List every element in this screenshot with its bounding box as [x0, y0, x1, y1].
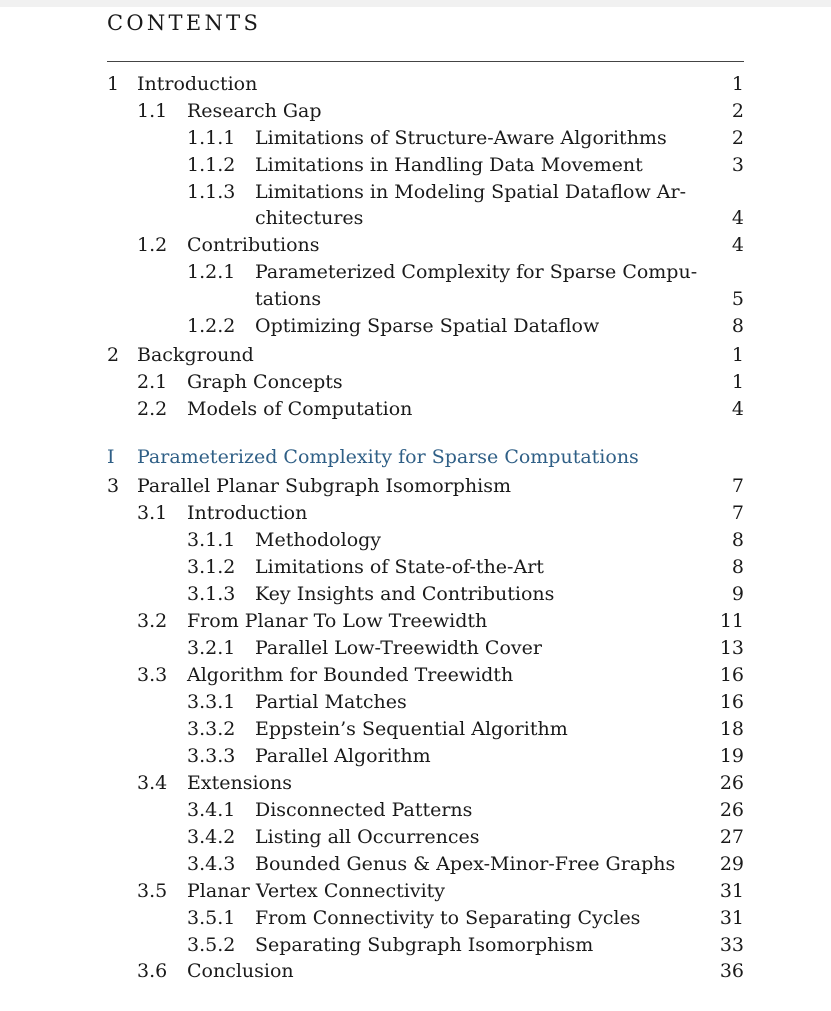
toc-entry-title: From Planar To Low Treewidth: [187, 610, 488, 632]
toc-entry[interactable]: [0, 125, 831, 152]
toc-entry[interactable]: [0, 878, 831, 905]
toc-entry-number: 3.3.2: [187, 718, 236, 740]
toc-entry-title: Parallel Low-Treewidth Cover: [255, 637, 542, 659]
toc-entry[interactable]: [0, 635, 831, 662]
toc-entry-title: Planar Vertex Connectivity: [187, 880, 446, 902]
page-title: CONTENTS: [107, 11, 262, 35]
toc-entry-page: 26: [719, 799, 744, 821]
toc-entry-page: 16: [719, 664, 744, 686]
toc-entry-number: 3.3.3: [187, 745, 236, 767]
toc-entry-number: 1.1.3: [187, 181, 236, 203]
toc-entry[interactable]: [0, 313, 831, 340]
toc-entry-title: Graph Concepts: [187, 371, 343, 393]
toc-entry-title: Parallel Algorithm: [255, 745, 431, 767]
toc-entry[interactable]: [0, 716, 831, 743]
toc-entry-page: 31: [719, 880, 744, 902]
toc-entry-page: 8: [731, 315, 744, 337]
toc-entry-page: 13: [719, 637, 744, 659]
toc-entry-number: 3.4.1: [187, 799, 236, 821]
toc-entry-title: Bounded Genus & Apex-Minor-Free Graphs: [255, 853, 676, 875]
toc-entry[interactable]: [0, 71, 831, 98]
toc-entry[interactable]: [0, 905, 831, 932]
toc-entry-page: 1: [731, 344, 744, 366]
toc-entry[interactable]: [0, 396, 831, 423]
toc-entry-title: Limitations of Structure-Aware Algorithms: [255, 127, 667, 149]
toc-entry-title: Extensions: [187, 772, 292, 794]
toc-entry[interactable]: [0, 205, 831, 232]
toc-entry-title: Parameterized Complexity for Sparse Compu-: [255, 261, 698, 283]
toc-entry-title: Eppstein’s Sequential Algorithm: [255, 718, 568, 740]
toc-entry-number: 2: [107, 344, 120, 366]
toc-entry-page: 4: [731, 234, 744, 256]
toc-entry-number: 2.2: [137, 398, 168, 420]
toc-part[interactable]: [0, 444, 831, 471]
toc-entry-page: 7: [731, 502, 744, 524]
toc-entry-page: 8: [731, 556, 744, 578]
toc-entry-page: 2: [731, 127, 744, 149]
toc-entry-title: Listing all Occurrences: [255, 826, 480, 848]
toc-entry-title: Disconnected Patterns: [255, 799, 473, 821]
toc-entry-title: Introduction: [187, 502, 308, 524]
toc-entry-number: 1.1: [137, 100, 168, 122]
toc-entry[interactable]: [0, 824, 831, 851]
toc-entry-number: 1.1.1: [187, 127, 236, 149]
toc-entry-number: I: [107, 446, 115, 468]
toc-entry-number: 3.3: [137, 664, 168, 686]
toc-entry[interactable]: [0, 527, 831, 554]
toc-entry-page: 8: [731, 529, 744, 551]
toc-entry-number: 1.1.2: [187, 154, 236, 176]
toc-entry[interactable]: [0, 581, 831, 608]
toc-entry[interactable]: [0, 770, 831, 797]
toc-entry-title: Partial Matches: [255, 691, 407, 713]
toc-entry-number: 3.5.2: [187, 934, 236, 956]
toc-entry-title: Algorithm for Bounded Treewidth: [187, 664, 514, 686]
toc-entry-page: 31: [719, 907, 744, 929]
toc-entry-number: 3.5: [137, 880, 168, 902]
toc-entry[interactable]: [0, 958, 831, 985]
toc-entry-title: Limitations in Handling Data Movement: [255, 154, 643, 176]
toc-entry-number: 3.4.2: [187, 826, 236, 848]
toc-entry-title: Research Gap: [187, 100, 322, 122]
toc-entry[interactable]: [0, 179, 831, 206]
toc-entry-title: Parameterized Complexity for Sparse Computations: [137, 446, 639, 468]
toc-entry-page: 5: [731, 288, 744, 310]
toc-entry-page: 9: [731, 583, 744, 605]
toc-entry-title: From Connectivity to Separating Cycles: [255, 907, 641, 929]
toc-entry[interactable]: [0, 152, 831, 179]
toc-entry-page: 29: [719, 853, 744, 875]
toc-entry-title: Conclusion: [187, 960, 294, 982]
toc-entry-page: 33: [719, 934, 744, 956]
toc-entry[interactable]: [0, 98, 831, 125]
toc-entry-number: 1: [107, 73, 120, 95]
toc-entry-page: 1: [731, 371, 744, 393]
toc-entry[interactable]: [0, 342, 831, 369]
toc-entry-number: 3.2: [137, 610, 168, 632]
toc-entry-title: Methodology: [255, 529, 382, 551]
toc-entry[interactable]: [0, 662, 831, 689]
toc-entry-number: 3.5.1: [187, 907, 236, 929]
toc-entry-number: 3.2.1: [187, 637, 236, 659]
toc-entry-title: Background: [137, 344, 254, 366]
toc-entry-number: 3.1.2: [187, 556, 236, 578]
toc-entry-number: 3.4: [137, 772, 168, 794]
toc-entry-title: Limitations of State-of-the-Art: [255, 556, 544, 578]
toc-entry-page: 7: [731, 475, 744, 497]
toc-entry-title: Models of Computation: [187, 398, 413, 420]
toc-entry[interactable]: [0, 689, 831, 716]
toc-entry[interactable]: [0, 232, 831, 259]
toc-entry-number: 1.2.1: [187, 261, 236, 283]
toc-entry-page: 4: [731, 207, 744, 229]
toc-entry-page: 19: [719, 745, 744, 767]
toc-entry-number: 3.6: [137, 960, 168, 982]
toc-entry-page: 11: [719, 610, 744, 632]
toc-entry[interactable]: [0, 608, 831, 635]
toc-entry-title: Optimizing Sparse Spatial Dataflow: [255, 315, 600, 337]
toc-entry-page: 4: [731, 398, 744, 420]
toc-entry-number: 3.1.3: [187, 583, 236, 605]
toc-entry-title: Key Insights and Contributions: [255, 583, 555, 605]
toc-entry-title: tations: [255, 288, 322, 310]
toc-entry[interactable]: [0, 797, 831, 824]
toc-entry-title: chitectures: [255, 207, 364, 229]
toc-entry[interactable]: [0, 286, 831, 313]
toc-entry-title: Parallel Planar Subgraph Isomorphism: [137, 475, 511, 497]
toc-entry[interactable]: [0, 500, 831, 527]
toc-entry-page: 26: [719, 772, 744, 794]
toc-entry-page: 18: [719, 718, 744, 740]
toc-entry-page: 27: [719, 826, 744, 848]
toc-entry[interactable]: [0, 851, 831, 878]
toc-entry-number: 1.2.2: [187, 315, 236, 337]
toc-entry-title: Limitations in Modeling Spatial Dataflow Ar-: [255, 181, 686, 203]
toc-entry-title: Introduction: [137, 73, 258, 95]
toc-entry[interactable]: [0, 369, 831, 396]
toc-entry-page: 16: [719, 691, 744, 713]
toc-entry[interactable]: [0, 259, 831, 286]
toc-entry-title: Separating Subgraph Isomorphism: [255, 934, 594, 956]
toc-entry-number: 3.1: [137, 502, 168, 524]
toc-entry[interactable]: [0, 932, 831, 959]
toc-entry-title: Contributions: [187, 234, 320, 256]
toc-entry-number: 1.2: [137, 234, 168, 256]
toc-entry-number: 3.1.1: [187, 529, 236, 551]
toc-entry-page: 3: [731, 154, 744, 176]
toc-entry-number: 3.3.1: [187, 691, 236, 713]
toc-entry[interactable]: [0, 473, 831, 500]
toc-entry-page: 36: [719, 960, 744, 982]
toc-entry-number: 3.4.3: [187, 853, 236, 875]
toc-entry[interactable]: [0, 743, 831, 770]
toc-entry[interactable]: [0, 554, 831, 581]
toc-entry-page: 1: [731, 73, 744, 95]
toc-entry-number: 3: [107, 475, 120, 497]
toc-entry-page: 2: [731, 100, 744, 122]
toc-entry-number: 2.1: [137, 371, 168, 393]
